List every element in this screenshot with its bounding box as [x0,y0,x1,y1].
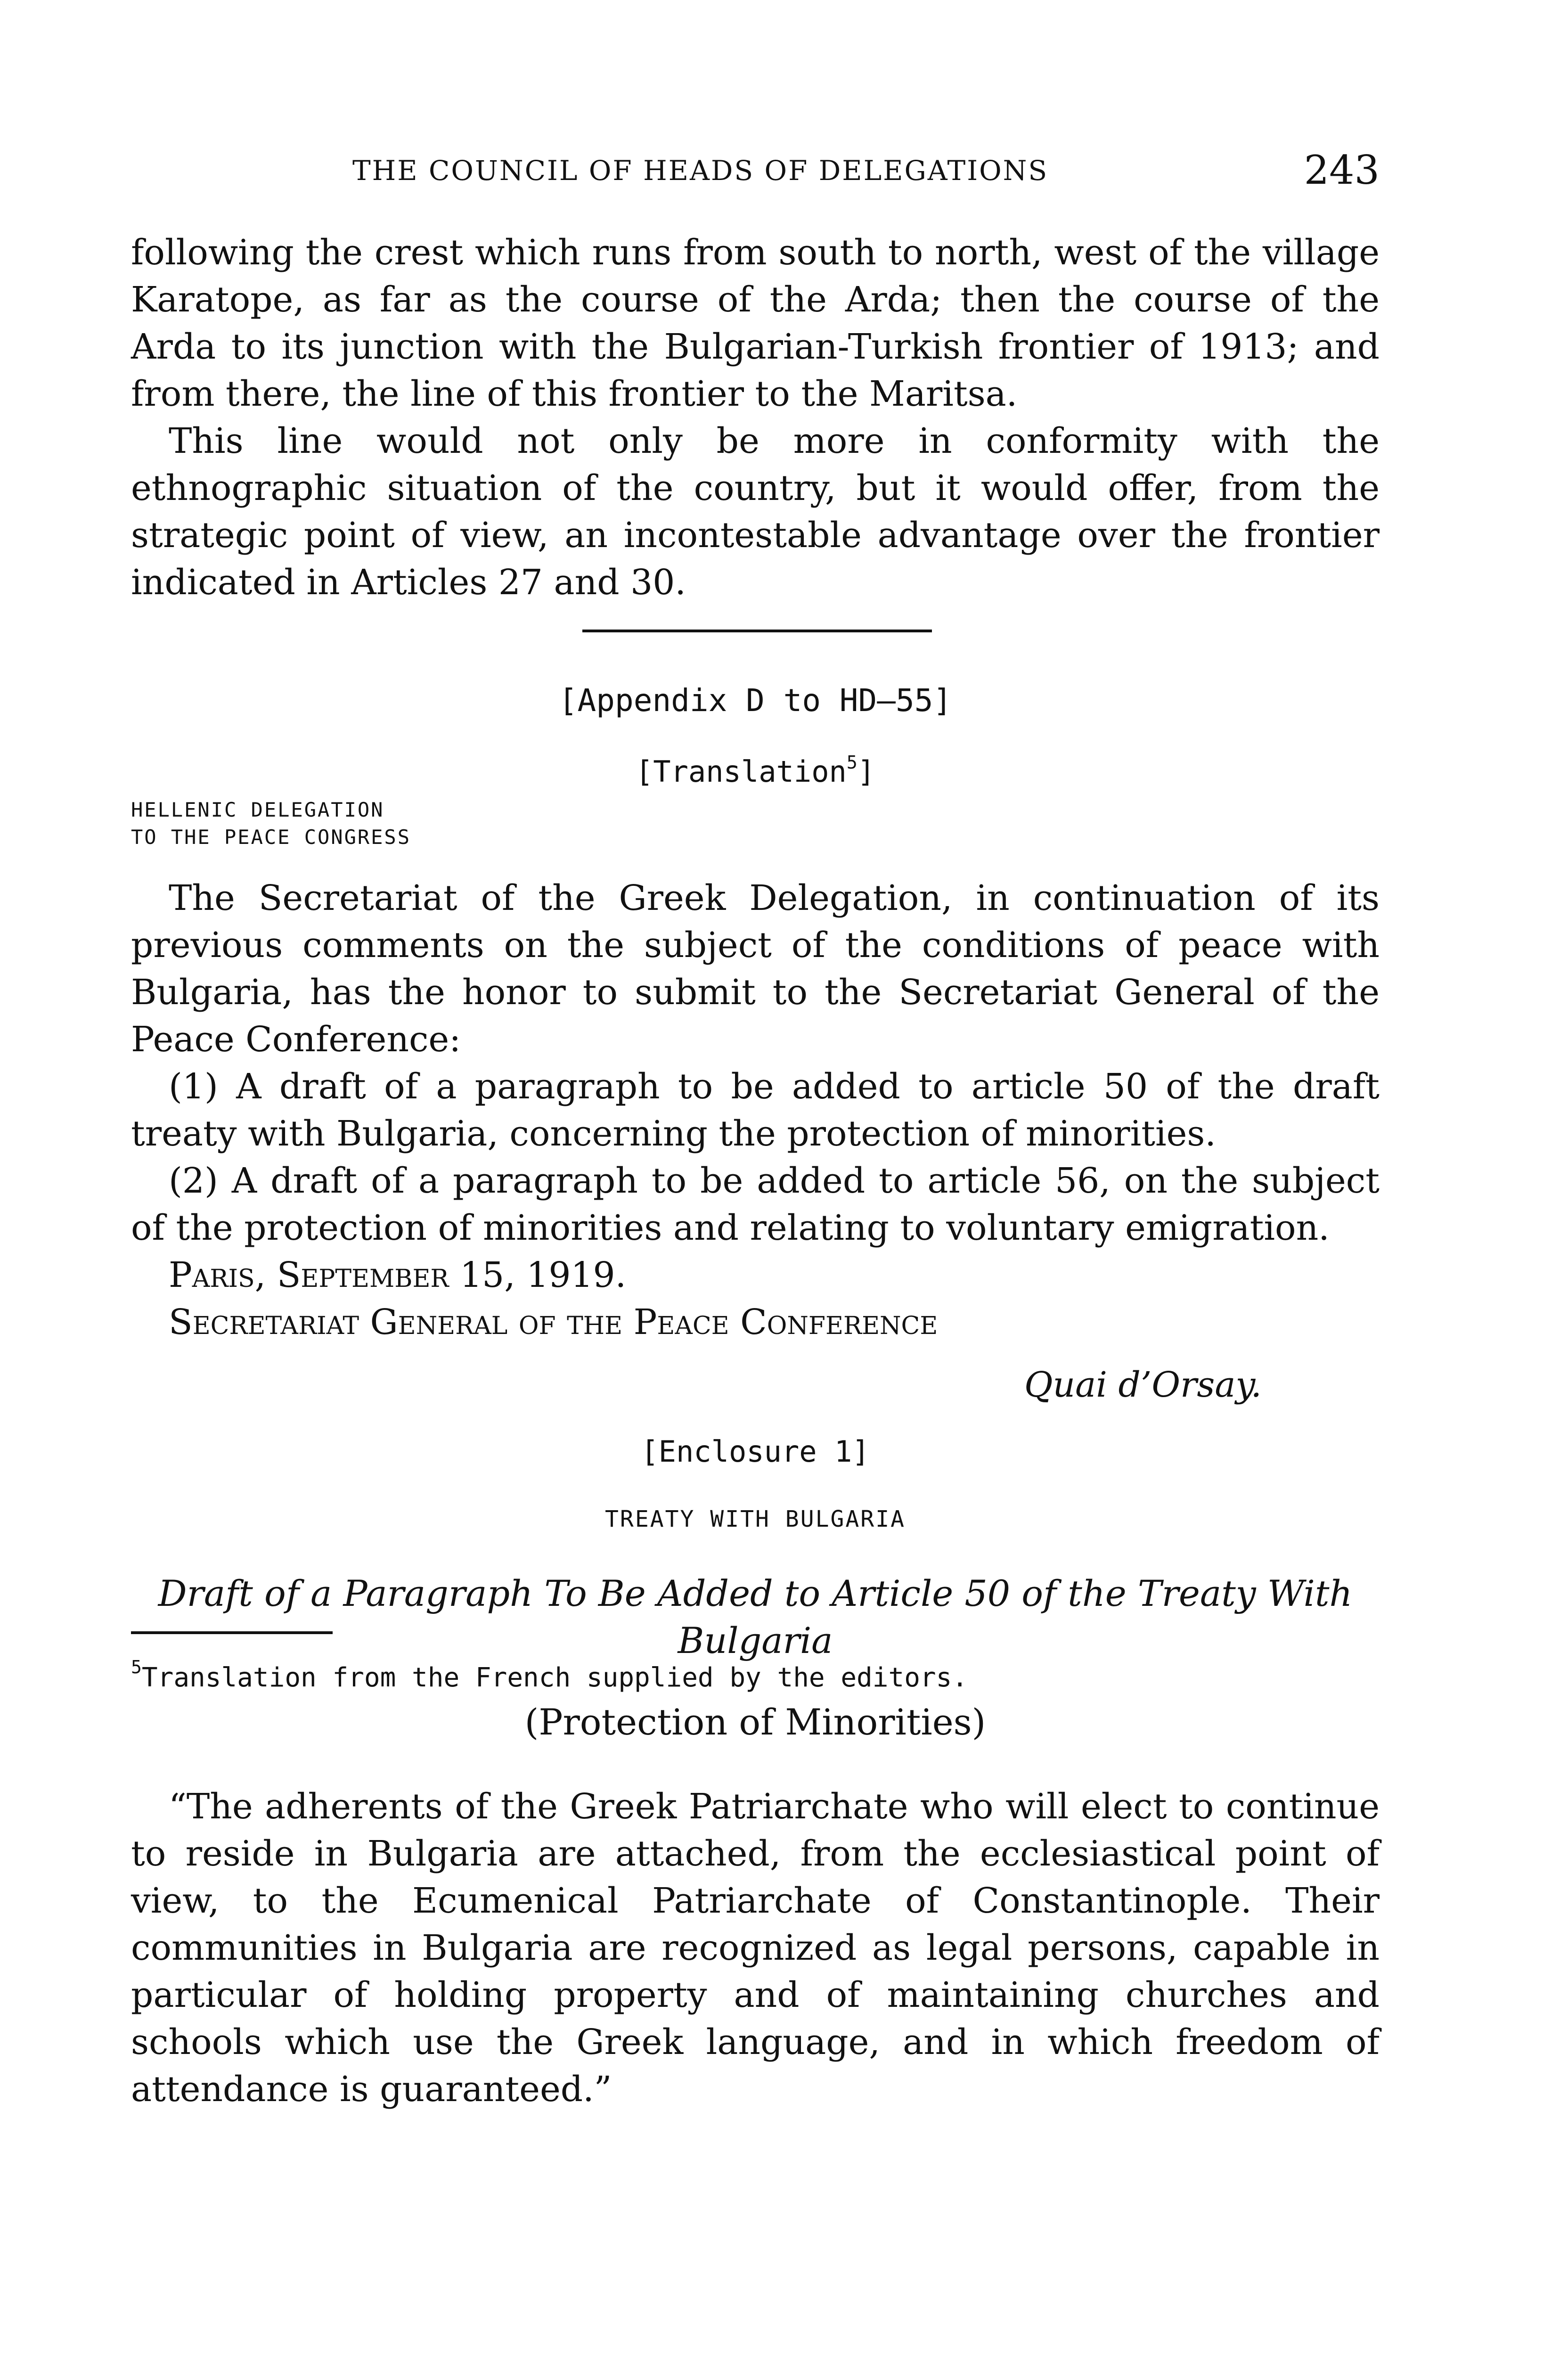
addressee: Secretariat General of the Peace Conference [169,1302,938,1342]
quoted-paragraph [131,1783,1380,2113]
addressee-location: Quai d’Orsay. [1024,1365,1262,1405]
paragraph: “The adherents of the Greek Patriarchate who will elect to continue to reside in Bulgaria are attached, from the ecclesiastical point of view, to the Ecumenical Patriarchate of Constantinople. Their communities in Bulgaria are recognized as legal persons, capable in particular of holding property and of maintaining churches and schools which use the Greek language, and in which freedom of attendance is guaranteed.” [131,1786,1380,2110]
footnote-text: Translation from the French supplied by the editors. [141,1662,968,1693]
footnote-reference: 5 [846,752,858,773]
continued-text-block [131,229,1380,606]
paragraph: This line would not only be more in conformity with the ethnographic situation of the country, but it would offer, from the strategic point of view, an incontestable advantage over the frontier indicated in Articles 27 and 30. [131,421,1380,603]
section-divider [582,630,932,632]
paragraph: The Secretariat of the Greek Delegation, in continuation of its previous comments on the subject of the conditions of peace with Bulgaria, has the honor to submit to the Secretariat General of the Peace Conference: [131,878,1380,1060]
paragraph: (1) A draft of a paragraph to be added to article 50 of the draft treaty with Bulgaria, concerning the protection of minorities. [131,1066,1380,1154]
translation-text: [Translation [635,754,847,789]
running-head [131,147,1380,202]
paragraph: following the crest which runs from south to north, west of the village Karatope, as far as the course of the Arda; then the course of the Arda to its junction with the Bulgarian-Turkish frontier of 1913; and from there, the line of this frontier to the Maritsa. [131,232,1380,414]
footnote [131,1657,1380,1693]
paragraph: (2) A draft of a paragraph to be added to article 56, on the subject of the protection of minorities and relating to voluntary emigration. [131,1161,1380,1248]
running-title: THE COUNCIL OF HEADS OF DELEGATIONS [352,155,1049,187]
translation-close: ] [857,754,875,789]
treaty-heading: TREATY WITH BULGARIA [605,1506,906,1532]
draft-title: Draft of a Paragraph To Be Added to Article 50 of the Treaty With Bulgaria [158,1572,1353,1661]
letter-body [131,875,1380,1346]
delegation-line: TO THE PEACE CONGRESS [131,826,411,849]
protection-heading: (Protection of Minorities) [524,1701,986,1743]
footnote-divider [131,1631,333,1634]
translation-label [131,752,1380,789]
dateline: Paris, September 15, 1919. [169,1255,627,1295]
delegation-line: HELLENIC DELEGATION [131,798,384,821]
page-number: 243 [1304,147,1380,193]
appendix-heading: [Appendix D to HD–55] [558,682,952,719]
delegation-label [131,796,411,851]
enclosure-heading: [Enclosure 1] [641,1434,870,1469]
footnote-marker: 5 [131,1657,142,1677]
